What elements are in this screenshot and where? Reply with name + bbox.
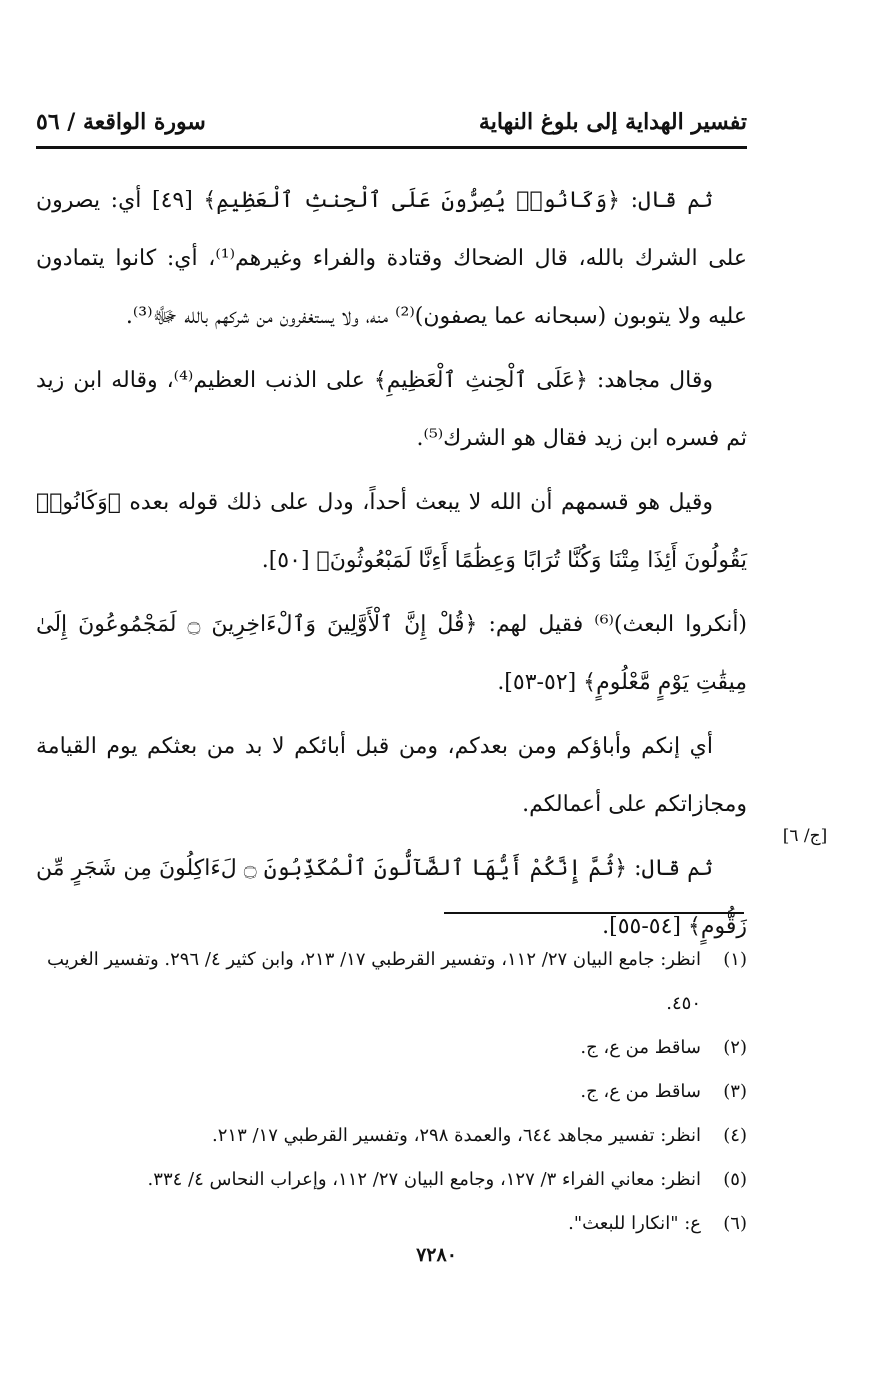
footnote-text: انظر: جامع البيان ٢٧/ ١١٢، وتفسير القرطبي ١٧/ ٢١٣، وابن كثير ٤/ ٢٩٦. وتفسير الغريب ٤٥٠. bbox=[46, 949, 701, 1014]
footnote-text: ساقط من ع، ج. bbox=[580, 1081, 701, 1102]
footnote-number: (٥) bbox=[723, 1169, 747, 1190]
footnote-text: انظر: تفسير مجاهد ٦٤٤، والعمدة ٢٩٨، وتفسير القرطبي ١٧/ ٢١٣. bbox=[212, 1125, 701, 1146]
footnote bbox=[36, 1070, 747, 1114]
paragraph: ثم قال: ﴿ثُمَّ إِنَّكُمْ أَيُّهَا ٱلضَّآلُّونَ ٱلْمُكَذِّبُونَ ۝ لَءَاكِلُونَ مِن شَجَرٍ مِّن زَقُّومٍ﴾ [٥٤-٥٥]. bbox=[36, 856, 747, 939]
footnote-number: (١) bbox=[723, 949, 747, 970]
footnote-number: (٢) bbox=[723, 1037, 747, 1058]
footnote-number: (٣) bbox=[723, 1081, 747, 1102]
footnote-text: انظر: معاني الفراء ٣/ ١٢٧، وجامع البيان ٢٧/ ١١٢، وإعراب النحاس ٤/ ٣٣٤. bbox=[147, 1169, 701, 1190]
paragraph: ثم قال: ﴿وَكَانُوا۟ يُصِرُّونَ عَلَى ٱلْحِنثِ ٱلْعَظِيمِ﴾ [٤٩] أي: يصرون على الشرك بالله، قال الضحاك وقتادة والفراء وغيرهم⁽¹⁾، أي: كانوا يتمادون عليه ولا يتوبون (سبحانه عما يصفون)⁽²⁾ منه، ولا يستغفرون من شركهم بالله ﷻ⁽³⁾. bbox=[36, 188, 748, 329]
footnote bbox=[36, 938, 747, 1026]
paragraph: أي إنكم وأباؤكم ومن بعدكم، ومن قبل أبائكم لا بد من بعثكم يوم القيامة ومجازاتكم على أعمالكم. bbox=[36, 734, 747, 817]
page-number: ٧٢٨٠ bbox=[416, 1244, 457, 1266]
footnote bbox=[36, 1158, 747, 1202]
header-divider bbox=[36, 146, 747, 149]
main-text bbox=[36, 172, 747, 962]
margin-manuscript-note: [ج/ ٦] bbox=[782, 826, 828, 846]
surah-title: سورة الواقعة / ٥٦ bbox=[36, 109, 206, 135]
paragraph: (أنكروا البعث)⁽⁶⁾ فقيل لهم: ﴿قُلْ إِنَّ ٱلْأَوَّلِينَ وَٱلْءَاخِرِينَ ۝ لَمَجْمُوعُونَ إِلَىٰ مِيقَٰتِ يَوْمٍ مَّعْلُومٍ﴾ [٥٢-٥٣]. bbox=[36, 612, 748, 695]
page-header bbox=[36, 102, 747, 142]
paragraph: وقيل هو قسمهم أن الله لا يبعث أحداً، ودل على ذلك قوله بعده ﴿وَكَانُوا۟ يَقُولُونَ أَئِذَا مِتْنَا وَكُنَّا تُرَابًا وَعِظَٰمًا أَءِنَّا لَمَبْعُوثُونَ﴾ [٥٠]. bbox=[36, 490, 747, 573]
footnote-number: (٤) bbox=[723, 1125, 747, 1146]
footnote-text: ع: "انكارا للبعث". bbox=[568, 1213, 701, 1234]
paragraph: وقال مجاهد: ﴿عَلَى ٱلْحِنثِ ٱلْعَظِيمِ﴾ على الذنب العظيم⁽⁴⁾، وقاله ابن زيد ثم فسره ابن زيد فقال هو الشرك⁽⁵⁾. bbox=[36, 368, 747, 451]
footnote-divider bbox=[444, 912, 744, 914]
footnotes bbox=[36, 938, 747, 1246]
footnote bbox=[36, 1202, 747, 1246]
footnote bbox=[36, 1114, 747, 1158]
footnote-text: ساقط من ع، ج. bbox=[580, 1037, 701, 1058]
footnote bbox=[36, 1026, 747, 1070]
book-title: تفسير الهداية إلى بلوغ النهاية bbox=[478, 109, 747, 135]
footnote-number: (٦) bbox=[723, 1213, 747, 1234]
